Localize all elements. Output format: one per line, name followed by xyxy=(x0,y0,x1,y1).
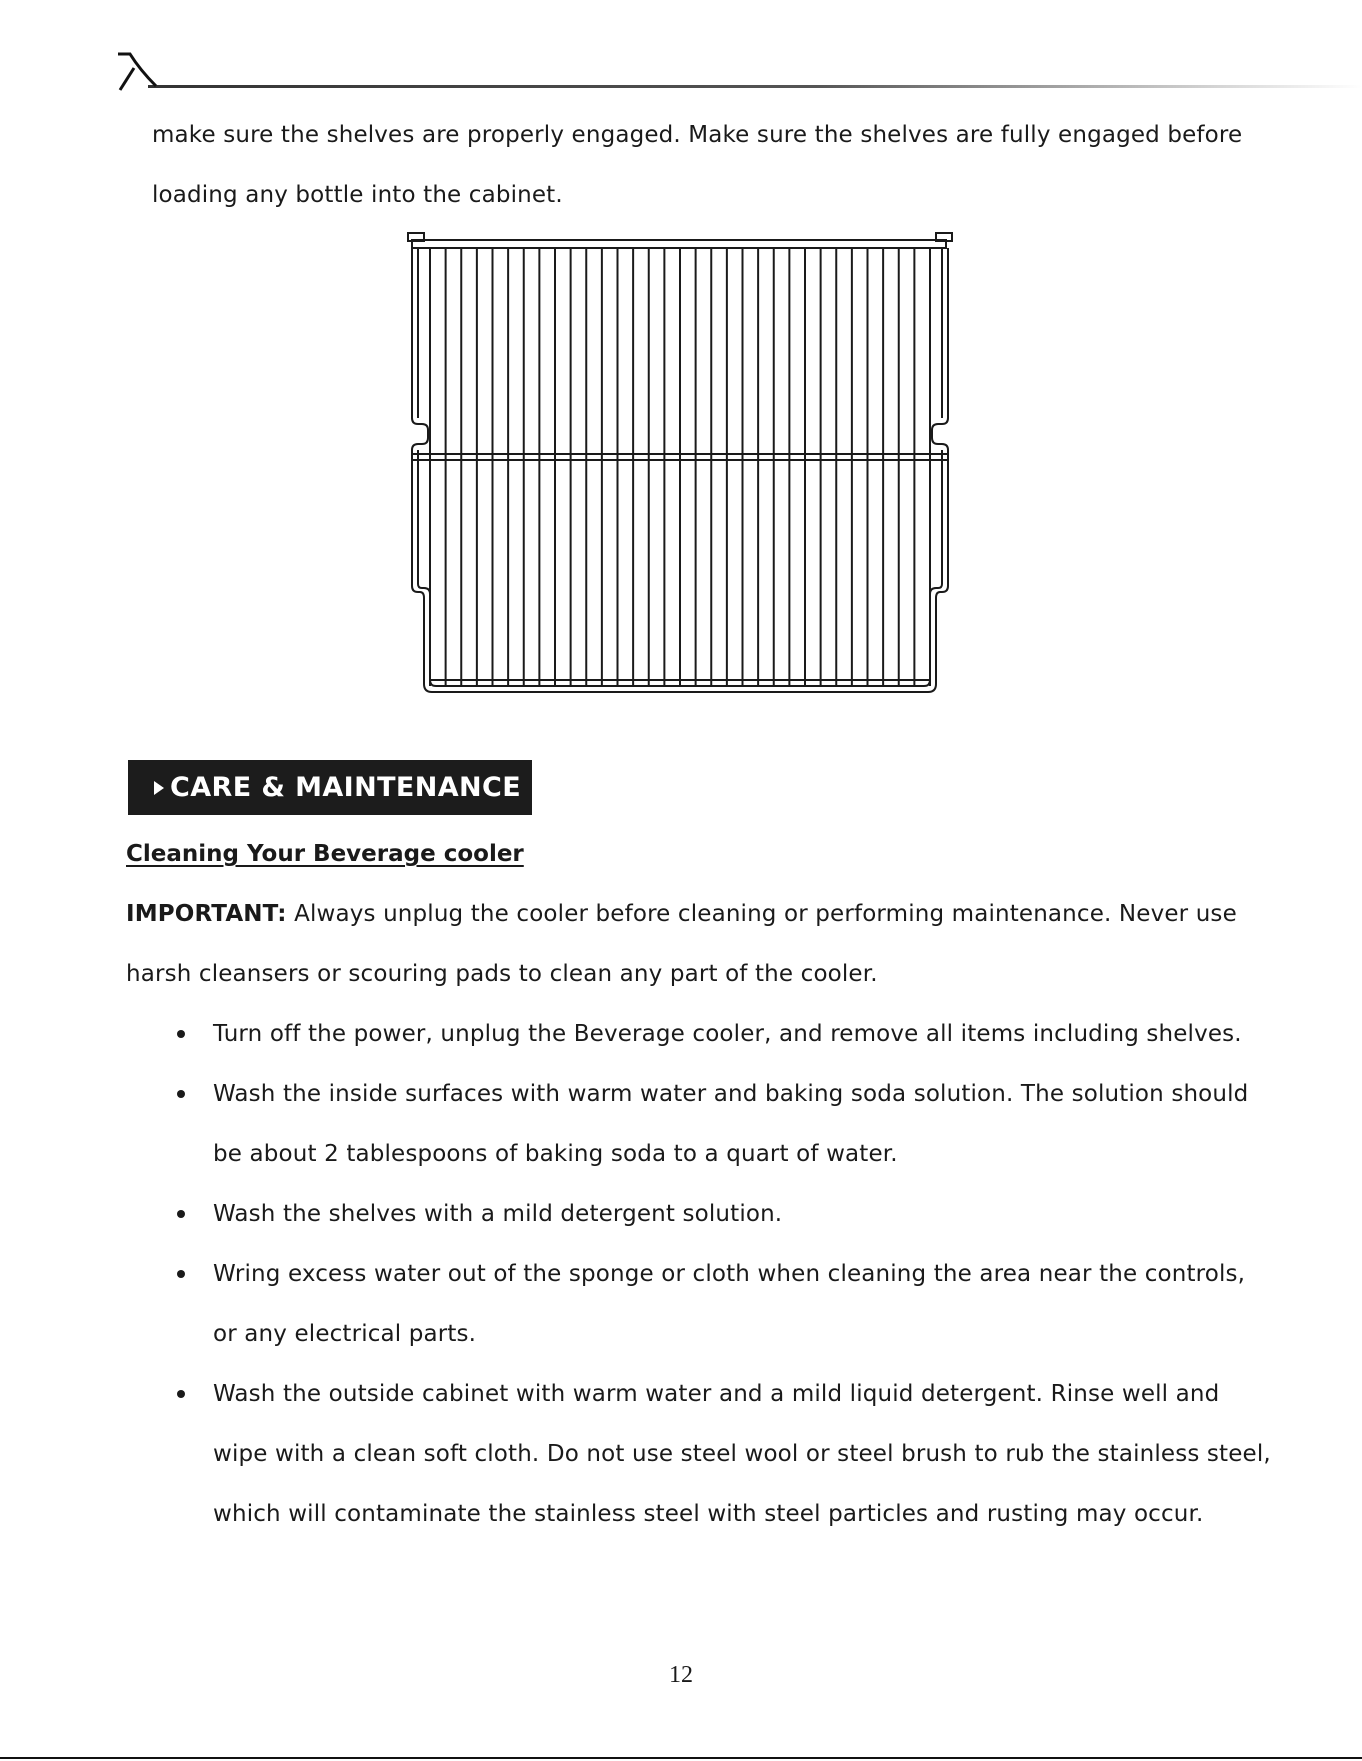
footer-rule xyxy=(0,1757,1362,1759)
list-item-text: Wash the shelves with a mild detergent solution. xyxy=(213,1201,783,1227)
bullet-dot-icon xyxy=(177,1030,185,1038)
bullet-dot-icon xyxy=(177,1390,185,1398)
cleaning-steps-list xyxy=(126,1004,1276,1544)
list-item xyxy=(126,1364,1276,1544)
intro-paragraph: make sure the shelves are properly engaged. Make sure the shelves are fully engaged before loading any bottle into the cabinet. xyxy=(152,122,1243,208)
list-item-text: Wash the outside cabinet with warm water and a mild liquid detergent. Rinse well and wipe with a clean soft cloth. Do not use steel wool or steel brush to rub the stainless steel, which will contaminate the stainless steel with steel particles and rusting may occur. xyxy=(213,1381,1271,1527)
list-item-text: Wash the inside surfaces with warm water and baking soda solution. The solution should be about 2 tablespoons of baking soda to a quart of water. xyxy=(213,1081,1249,1167)
care-maintenance-banner xyxy=(128,760,532,815)
list-item-text: Wring excess water out of the sponge or cloth when cleaning the area near the controls, or any electrical parts. xyxy=(213,1261,1246,1347)
cleaning-heading: Cleaning Your Beverage cooler xyxy=(126,841,524,867)
wire-shelf-illustration xyxy=(400,228,960,698)
section-title: CARE & MAINTENANCE xyxy=(170,772,522,803)
list-item-text: Turn off the power, unplug the Beverage cooler, and remove all items including shelves. xyxy=(213,1021,1242,1047)
page-number: 12 xyxy=(669,1662,693,1688)
triangle-right-icon xyxy=(154,781,164,795)
important-label: IMPORTANT: xyxy=(126,901,287,927)
important-paragraph xyxy=(126,884,1276,1004)
bullet-dot-icon xyxy=(177,1090,185,1098)
bullet-dot-icon xyxy=(177,1210,185,1218)
list-item xyxy=(126,1004,1276,1064)
stylized-x-logo-icon xyxy=(114,52,158,92)
list-item xyxy=(126,1064,1276,1184)
header-rule xyxy=(148,85,1362,88)
important-text: Always unplug the cooler before cleaning or performing maintenance. Never use harsh cleansers or scouring pads to clean any part of the cooler. xyxy=(126,901,1237,987)
bullet-dot-icon xyxy=(177,1270,185,1278)
list-item xyxy=(126,1244,1276,1364)
list-item xyxy=(126,1184,1276,1244)
